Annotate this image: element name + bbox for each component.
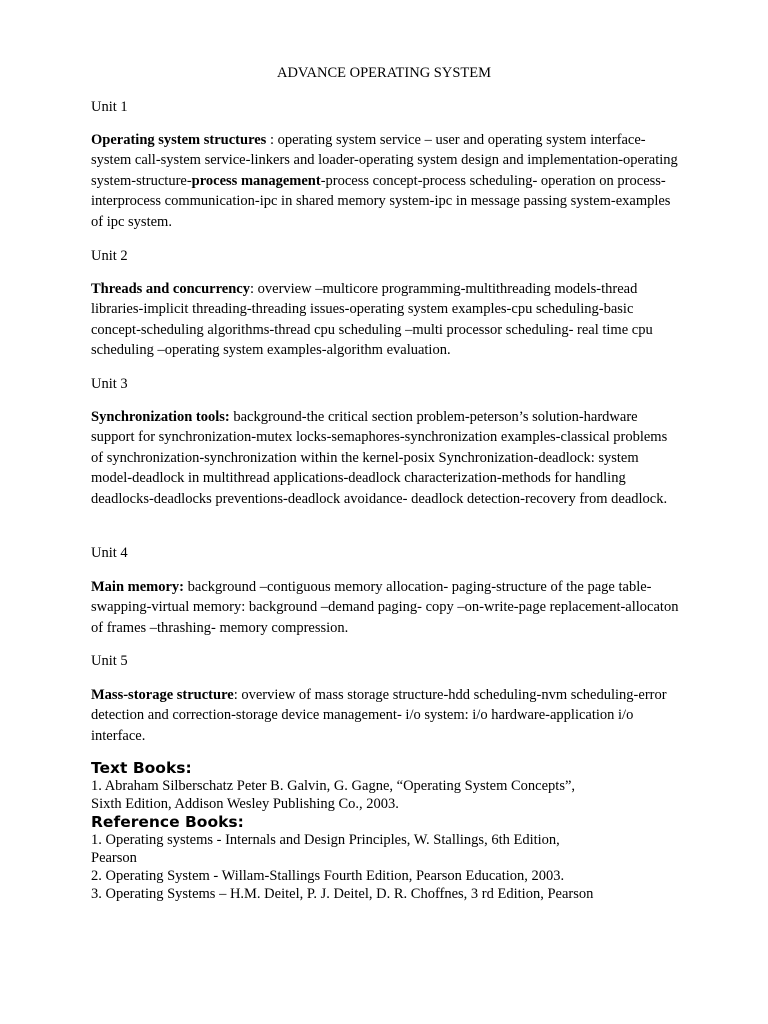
unit-1-text-part-2: -process concept-process scheduling- operation on process-interprocess communication-ipc in shared memory system-ipc in message passing system-examples of ipc system.: [91, 172, 671, 230]
reference-book-line: Pearson: [91, 850, 137, 866]
reference-book-line: 3. Operating Systems – H.M. Deitel, P. J. Deitel, D. R. Choffnes, 3 rd Edition, Pearson: [91, 886, 594, 902]
unit-5-label: Unit 5: [91, 653, 128, 669]
text-books-heading: Text Books:: [91, 759, 192, 777]
document-page: [91, 0, 681, 1024]
unit-3-description: [91, 407, 681, 509]
reference-books-heading: Reference Books:: [91, 813, 244, 831]
unit-1-topic-heading: Operating system structures: [91, 132, 267, 148]
unit-3-topic-heading: Synchronization tools:: [91, 409, 230, 425]
unit-4-topic-heading: Main memory:: [91, 579, 185, 595]
unit-2-description: [91, 279, 681, 361]
unit-3-text: background-the critical section problem-peterson’s solution-hardware support for synchronization-mutex locks-semaphores-synchronization examples-classical problems of synchronization-synchronization within the kernel-posix Synchronization-deadlock: system model-deadlock in multithread applications-deadlock characterization-methods for handling deadlocks-deadlocks preventions-deadlock avoidance- deadlock detection-recovery from deadlock.: [91, 409, 668, 507]
unit-1-description: [91, 130, 681, 232]
unit-4-description: [91, 577, 681, 638]
unit-4-label: Unit 4: [91, 545, 128, 561]
reference-book-line: 2. Operating System - Willam-Stallings Fourth Edition, Pearson Education, 2003.: [91, 868, 565, 884]
reference-book-line: 1. Operating systems - Internals and Design Principles, W. Stallings, 6th Edition,: [91, 832, 560, 848]
text-book-line: Sixth Edition, Addison Wesley Publishing Co., 2003.: [91, 796, 399, 812]
unit-5-text: : overview of mass storage structure-hdd scheduling-nvm scheduling-error detection and correction-storage device management- i/o system: i/o hardware-application i/o interface.: [91, 687, 667, 744]
unit-2-topic-heading: Threads and concurrency: [91, 281, 250, 297]
unit-5-description: [91, 685, 681, 746]
unit-4-text: background –contiguous memory allocation- paging-structure of the page table-swapping-virtual memory: background –demand paging- copy –on-write-page replacement-allocaton of frames –thrashing- memory compression.: [91, 579, 679, 636]
document-title: ADVANCE OPERATING SYSTEM: [276, 65, 492, 81]
unit-1-subtopic-heading: process management: [191, 172, 321, 189]
unit-1-text-part-1: : operating system service – user and operating system interface-system call-system service-linkers and loader-operating system design and implementation-operating system-structure-: [91, 132, 678, 189]
text-book-line: 1. Abraham Silberschatz Peter B. Galvin, G. Gagne, “Operating System Concepts”,: [91, 778, 576, 794]
unit-1-label: Unit 1: [91, 99, 128, 115]
unit-5-topic-heading: Mass-storage structure: [91, 687, 234, 703]
unit-2-text: : overview –multicore programming-multithreading models-thread libraries-implicit threading-threading issues-operating system examples-cpu scheduling-basic concept-scheduling algorithms-thread cpu scheduling –multi processor scheduling- real time cpu scheduling –operating system examples-algorithm evaluation.: [91, 281, 653, 359]
unit-2-label: Unit 2: [91, 248, 128, 264]
unit-3-label: Unit 3: [91, 376, 128, 392]
